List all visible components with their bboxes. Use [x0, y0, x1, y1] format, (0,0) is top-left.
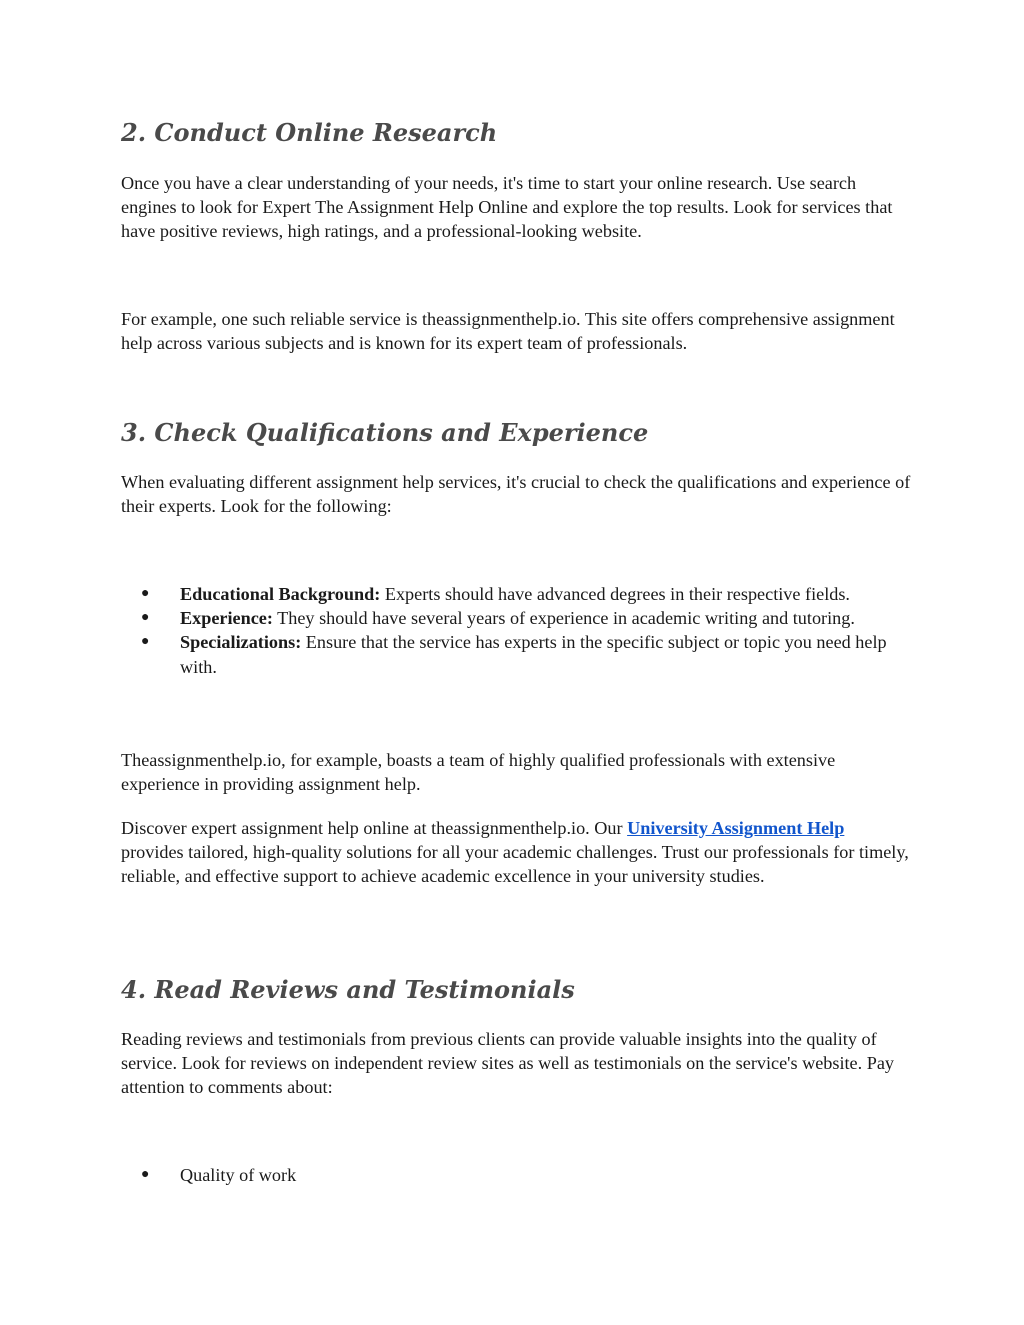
review-topics-list — [121, 1163, 911, 1187]
list-item-text: Ensure that the service has experts in the specific subject or topic you need help with. — [180, 632, 887, 677]
section-4-heading: 4. Read Reviews and Testimonials — [121, 975, 575, 1004]
section-3-discover-paragraph — [121, 816, 911, 889]
list-item-term: Educational Background: — [180, 584, 381, 604]
qualifications-list — [121, 582, 911, 679]
list-item-term: Experience: — [180, 608, 273, 629]
section-3-intro: When evaluating different assignment help services, it's crucial to check the qualifications and experience of their experts. Look for the following: — [121, 472, 911, 517]
bullet-icon: ● — [141, 610, 150, 626]
list-item-text: Experts should have advanced degrees in their respective fields. — [380, 584, 850, 604]
bullet-icon: ● — [141, 634, 150, 650]
list-item — [121, 1163, 911, 1187]
section-4-intro: Reading reviews and testimonials from previous clients can provide valuable insights into the quality of service. Look for reviews on independent review sites as well as testimonials on the service's website. Pay attention to comments about: — [121, 1029, 895, 1098]
section-3-heading: 3. Check Qualifications and Experience — [121, 418, 649, 447]
section-3-example-paragraph: Theassignmenthelp.io, for example, boasts a team of highly qualified professionals with extensive experience in providing assignment help. — [121, 750, 836, 795]
list-item-text: They should have several years of experience in academic writing and tutoring. — [272, 608, 855, 629]
list-item — [121, 606, 911, 630]
section-2-paragraph-2: For example, one such reliable service is theassignmenthelp.io. This site offers comprehensive assignment help across various subjects and is known for its expert team of professionals. — [121, 309, 895, 354]
section-2-heading: 2. Conduct Online Research — [121, 118, 498, 147]
university-assignment-help-link[interactable]: University Assignment Help — [627, 818, 845, 838]
list-item — [121, 582, 911, 606]
discover-text-before: Discover expert assignment help online at theassignmenthelp.io. Our — [121, 818, 628, 838]
bullet-icon: ● — [141, 586, 150, 601]
list-item-text: Quality of work — [180, 1165, 297, 1185]
section-2-paragraph-1: Once you have a clear understanding of your needs, it's time to start your online research. Use search engines to look for Expert The Assignment Help Online and explore the top results. Look for services that have positive reviews, high ratings, and a professional-looking website. — [121, 173, 893, 242]
discover-text-after: provides tailored, high-quality solutions for all your academic challenges. Trust our professionals for timely, reliable, and effective support to achieve academic excellence in your university studies. — [121, 842, 909, 887]
list-item-term: Specializations: — [180, 632, 302, 653]
bullet-icon: ● — [141, 1167, 150, 1182]
list-item — [121, 630, 911, 678]
